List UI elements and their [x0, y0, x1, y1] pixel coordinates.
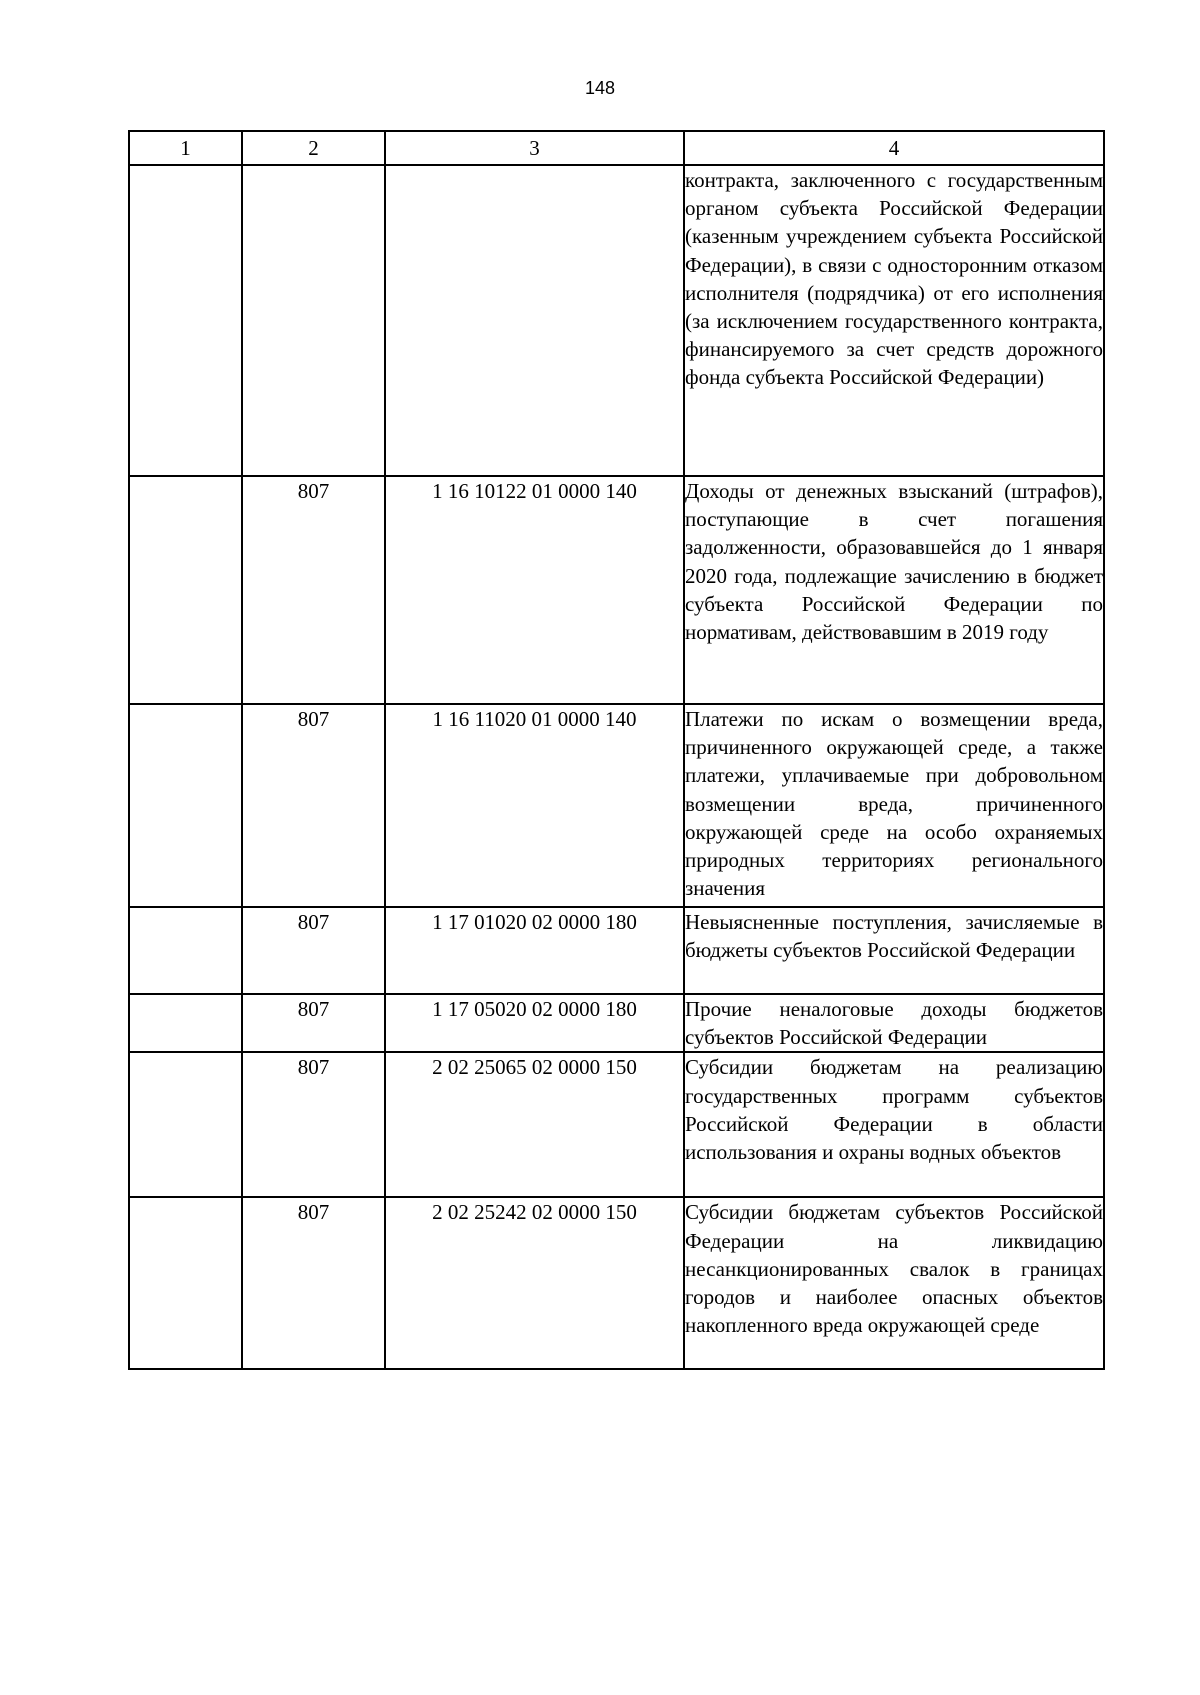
cell-description: Прочие неналоговые доходы бюджетов субъектов Российской Федерации [684, 994, 1104, 1052]
cell-admin-code [242, 165, 385, 476]
cell-admin-code: 807 [242, 476, 385, 704]
cell-description: Невыясненные поступления, зачисляемые в бюджеты субъектов Российской Федерации [684, 907, 1104, 994]
table-row [129, 1052, 1104, 1197]
cell-col1 [129, 704, 242, 907]
table-row [129, 994, 1104, 1052]
cell-revenue-code: 2 02 25242 02 0000 150 [385, 1197, 684, 1369]
table-row [129, 704, 1104, 907]
cell-revenue-code: 1 17 05020 02 0000 180 [385, 994, 684, 1052]
header-cell-4: 4 [684, 131, 1104, 165]
cell-col1 [129, 1052, 242, 1197]
cell-description: контракта, заключенного с государственным органом субъекта Российской Федерации (казенным учреждением субъекта Российской Федерации), в связи с односторонним отказом исполнителя (подрядчика) от его исполнения (за исключением государственного контракта, финансируемого за счет средств дорожного фонда субъекта Российской Федерации) [684, 165, 1104, 476]
cell-description: Доходы от денежных взысканий (штрафов), поступающие в счет погашения задолженности, образовавшейся до 1 января 2020 года, подлежащие зачислению в бюджет субъекта Российской Федерации по нормативам, действовавшим в 2019 году [684, 476, 1104, 704]
cell-admin-code: 807 [242, 704, 385, 907]
table-header-row [129, 131, 1104, 165]
cell-revenue-code: 1 16 11020 01 0000 140 [385, 704, 684, 907]
header-cell-1: 1 [129, 131, 242, 165]
cell-col1 [129, 476, 242, 704]
table-row [129, 907, 1104, 994]
header-cell-2: 2 [242, 131, 385, 165]
cell-col1 [129, 1197, 242, 1369]
header-cell-3: 3 [385, 131, 684, 165]
table-row [129, 165, 1104, 476]
cell-col1 [129, 994, 242, 1052]
cell-revenue-code: 1 17 01020 02 0000 180 [385, 907, 684, 994]
cell-admin-code: 807 [242, 994, 385, 1052]
cell-admin-code: 807 [242, 1052, 385, 1197]
cell-admin-code: 807 [242, 1197, 385, 1369]
cell-col1 [129, 907, 242, 994]
table-row [129, 1197, 1104, 1369]
cell-admin-code: 807 [242, 907, 385, 994]
cell-col1 [129, 165, 242, 476]
cell-revenue-code [385, 165, 684, 476]
revenue-codes-table [128, 130, 1105, 1370]
cell-description: Платежи по искам о возмещении вреда, причиненного окружающей среде, а также платежи, уплачиваемые при добровольном возмещении вреда, причиненного окружающей среде на особо охраняемых природных территориях регионального значения [684, 704, 1104, 907]
table-row [129, 476, 1104, 704]
cell-revenue-code: 2 02 25065 02 0000 150 [385, 1052, 684, 1197]
cell-description: Субсидии бюджетам субъектов Российской Федерации на ликвидацию несанкционированных свалок в границах городов и наиболее опасных объектов накопленного вреда окружающей среде [684, 1197, 1104, 1369]
page-number: 148 [584, 78, 616, 98]
cell-description: Субсидии бюджетам на реализацию государственных программ субъектов Российской Федерации в области использования и охраны водных объектов [684, 1052, 1104, 1197]
cell-revenue-code: 1 16 10122 01 0000 140 [385, 476, 684, 704]
